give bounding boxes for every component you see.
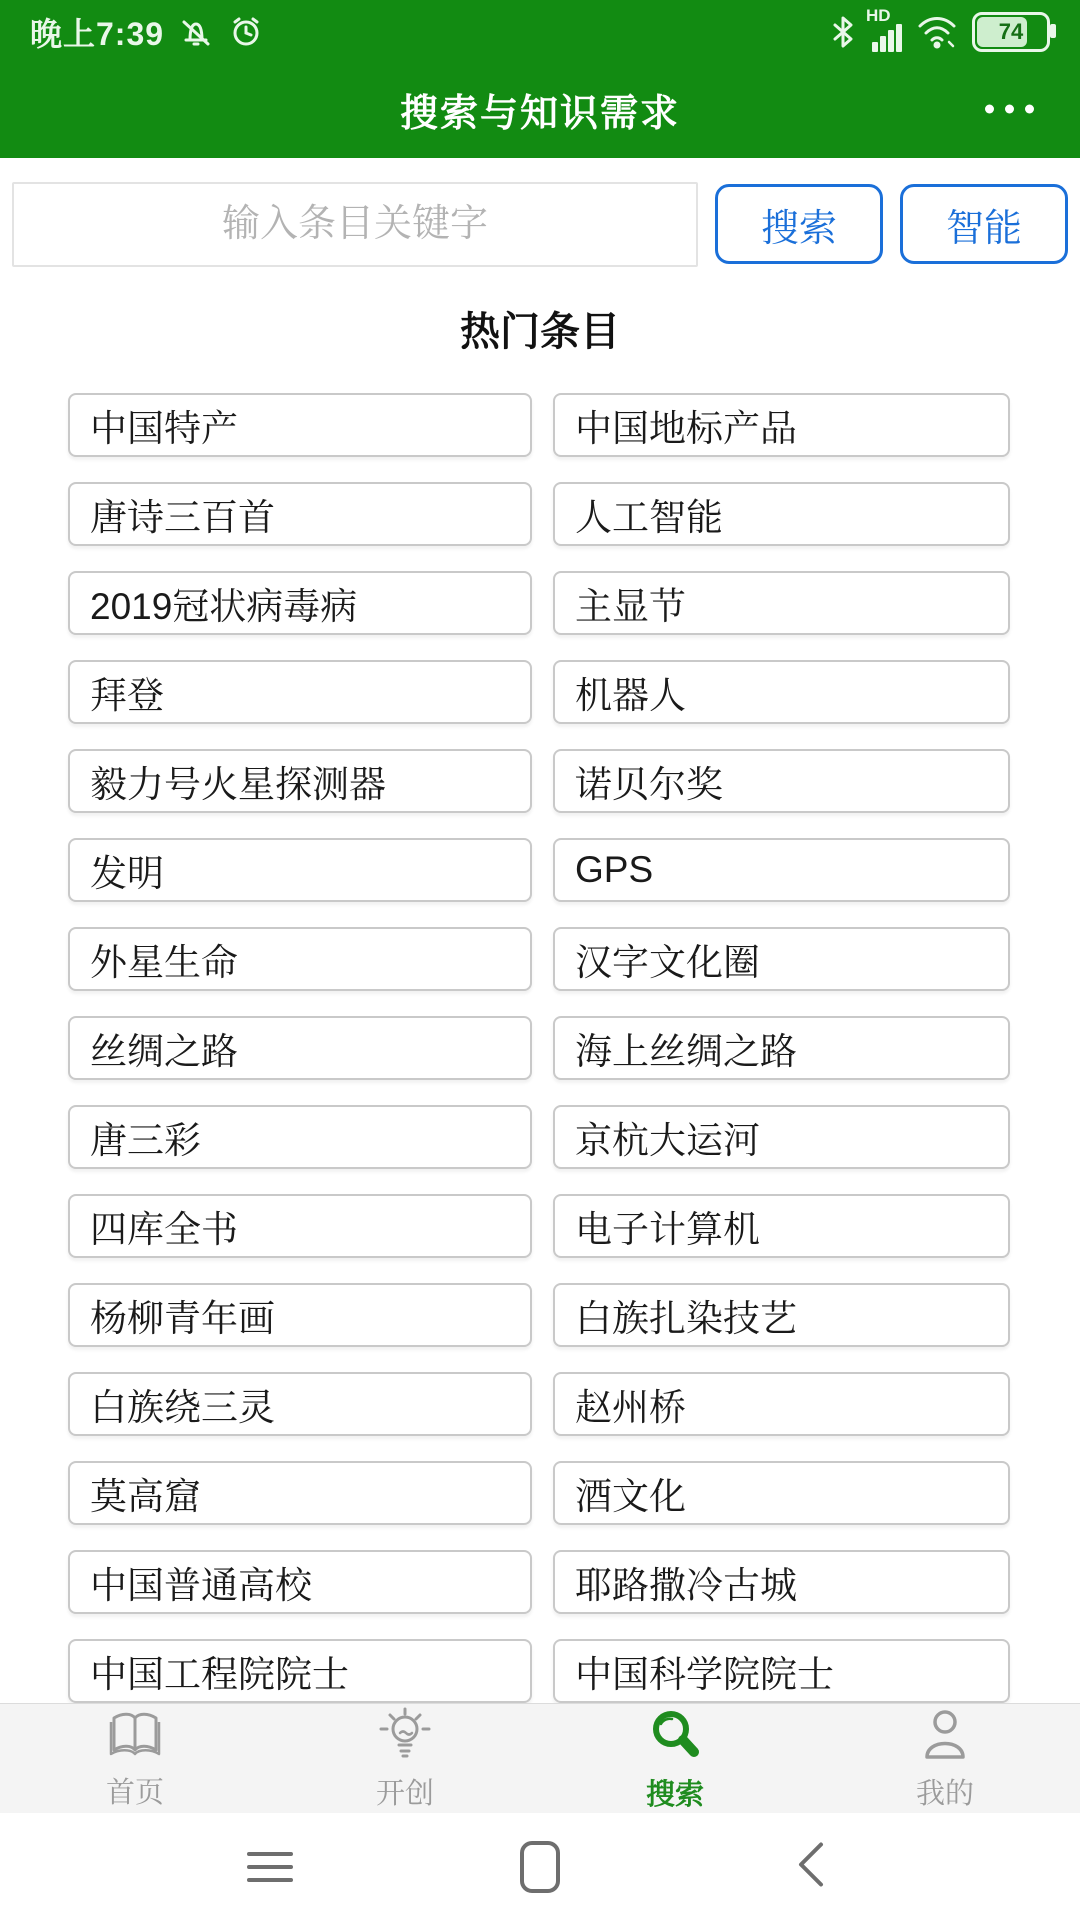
tab-home-label: 首页 <box>105 1776 164 1809</box>
tab-search[interactable] <box>540 1704 810 1814</box>
hot-entries-grid <box>0 393 1080 1703</box>
lightbulb-icon <box>377 1707 433 1766</box>
hot-entry[interactable]: 中国普通高校 <box>68 1550 532 1614</box>
nav-menu-icon[interactable] <box>247 1852 293 1882</box>
hot-entry[interactable]: 唐诗三百首 <box>68 482 532 546</box>
hot-entry[interactable]: 京杭大运河 <box>553 1105 1010 1169</box>
tab-mine-label: 我的 <box>915 1777 974 1810</box>
hot-entry[interactable]: 发明 <box>68 838 532 902</box>
system-nav-bar <box>0 1813 1080 1920</box>
hot-entry[interactable]: 赵州桥 <box>553 1372 1010 1436</box>
smart-button[interactable]: 智能 <box>900 184 1068 264</box>
hot-entry[interactable]: 汉字文化圈 <box>553 927 1010 991</box>
tab-create-label: 开创 <box>375 1777 434 1810</box>
clock-text: 晚上7:39 <box>30 16 165 52</box>
battery-icon <box>972 12 1050 52</box>
hd-label: HD <box>866 6 891 25</box>
hot-entry[interactable]: 四库全书 <box>68 1194 532 1258</box>
hot-entry[interactable]: 中国特产 <box>68 393 532 457</box>
hot-entry[interactable]: 毅力号火星探测器 <box>68 749 532 813</box>
section-title: 热门条目 <box>460 310 620 354</box>
search-row <box>0 158 1080 267</box>
hot-entry[interactable]: 海上丝绸之路 <box>553 1016 1010 1080</box>
page-title: 搜索与知识需求 <box>399 92 680 135</box>
hot-entry[interactable]: 唐三彩 <box>68 1105 532 1169</box>
wifi-icon <box>916 14 958 50</box>
hot-entry[interactable]: 丝绸之路 <box>68 1016 532 1080</box>
mute-icon <box>178 14 214 50</box>
hot-entry[interactable]: 电子计算机 <box>553 1194 1010 1258</box>
hot-entry[interactable]: 莫高窟 <box>68 1461 532 1525</box>
hot-entry[interactable]: 外星生命 <box>68 927 532 991</box>
nav-back-icon[interactable] <box>793 1838 827 1895</box>
tab-create[interactable] <box>270 1704 540 1814</box>
hot-entry[interactable]: 中国科学院院士 <box>553 1639 1010 1703</box>
battery-percent: 74 <box>998 19 1024 44</box>
app-header <box>0 60 1080 158</box>
signal-icon <box>866 6 902 52</box>
hot-entry[interactable]: 机器人 <box>553 660 1010 724</box>
tab-bar <box>0 1703 1080 1814</box>
hot-entry[interactable]: 诺贝尔奖 <box>553 749 1010 813</box>
hot-entry[interactable]: 中国工程院院士 <box>68 1639 532 1703</box>
status-bar <box>0 0 1080 60</box>
more-menu-icon[interactable] <box>985 105 1034 114</box>
search-button[interactable]: 搜索 <box>715 184 883 264</box>
hot-entry[interactable]: 杨柳青年画 <box>68 1283 532 1347</box>
search-input[interactable] <box>12 182 698 267</box>
hot-entry[interactable]: 中国地标产品 <box>553 393 1010 457</box>
person-icon <box>917 1707 973 1766</box>
hot-entry[interactable]: 酒文化 <box>553 1461 1010 1525</box>
search-icon <box>647 1706 703 1767</box>
nav-home-icon[interactable] <box>520 1841 560 1893</box>
tab-search-label: 搜索 <box>645 1778 704 1811</box>
bluetooth-icon <box>828 14 858 50</box>
hot-entry[interactable]: 耶路撒冷古城 <box>553 1550 1010 1614</box>
alarm-icon <box>228 14 264 50</box>
hot-entry[interactable]: GPS <box>553 838 1010 902</box>
book-icon <box>106 1708 164 1765</box>
hot-entry[interactable]: 人工智能 <box>553 482 1010 546</box>
tab-mine[interactable] <box>810 1704 1080 1814</box>
hot-entry[interactable]: 主显节 <box>553 571 1010 635</box>
hot-entry[interactable]: 白族绕三灵 <box>68 1372 532 1436</box>
hot-entry[interactable]: 白族扎染技艺 <box>553 1283 1010 1347</box>
hot-entry[interactable]: 拜登 <box>68 660 532 724</box>
hot-entry[interactable]: 2019冠状病毒病 <box>68 571 532 635</box>
tab-home[interactable] <box>0 1704 270 1814</box>
